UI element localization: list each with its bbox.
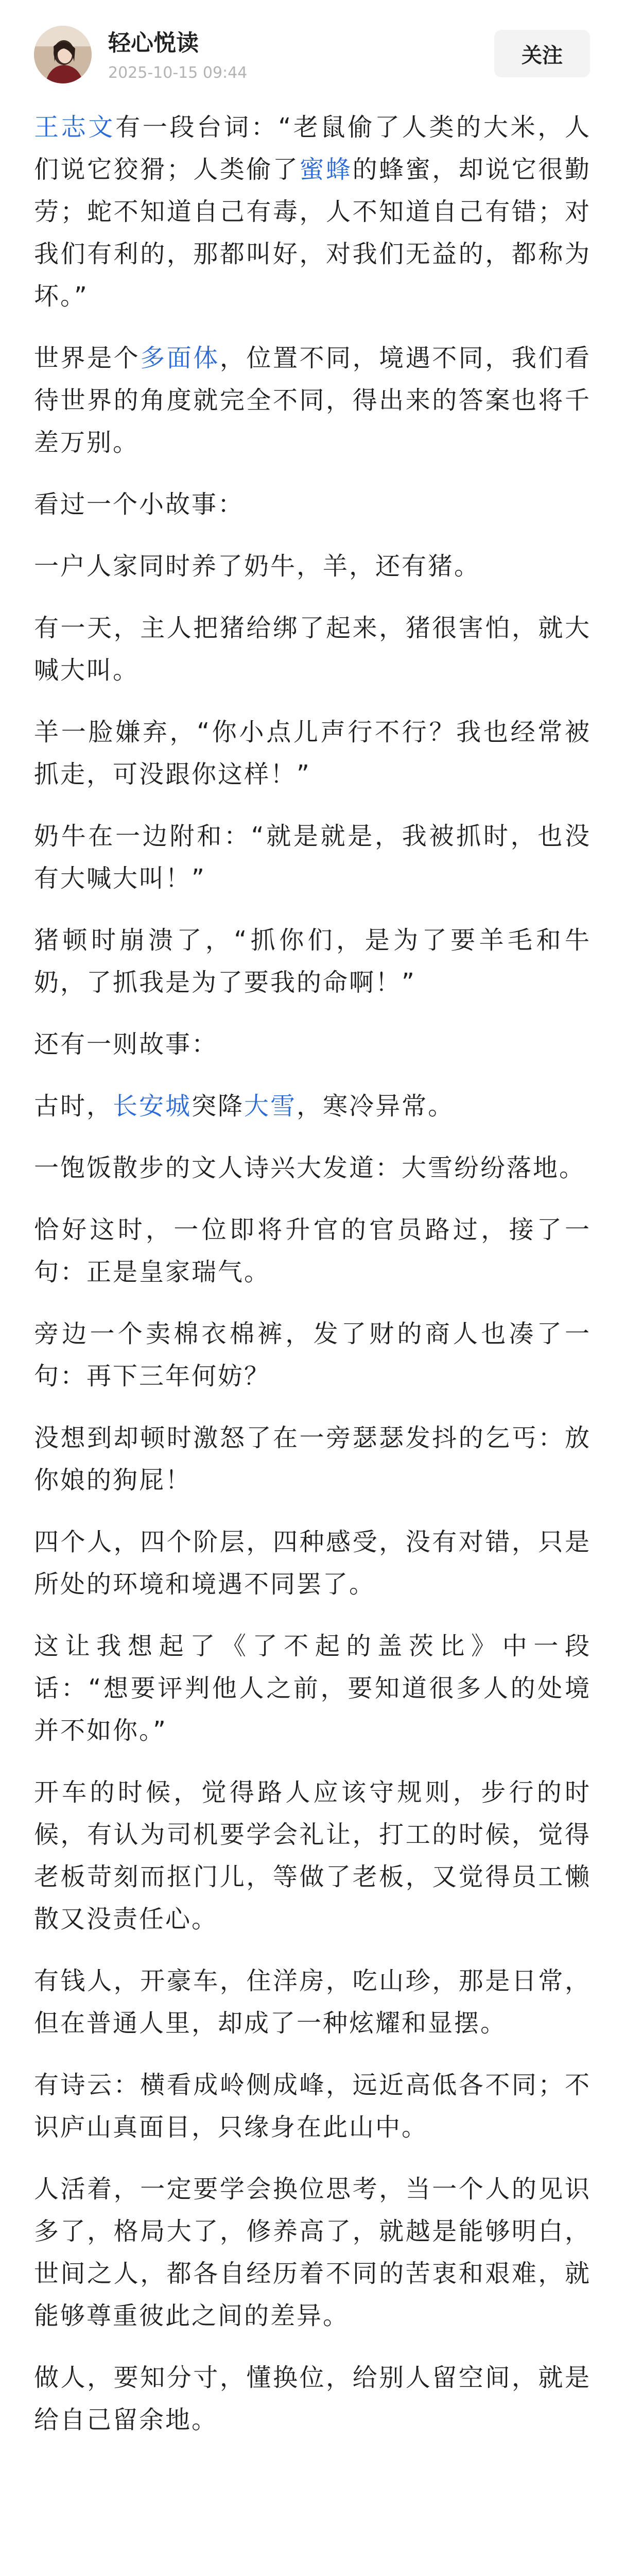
article-paragraph [34, 607, 591, 691]
article-paragraph [34, 1417, 591, 1501]
paragraph-text: 还有一则故事： [34, 1030, 218, 1059]
paragraph-text: 恰好这时，一位即将升官的官员路过，接了一句：正是皇家瑞气。 [34, 1215, 591, 1286]
paragraph-text: 的蜂蜜，却说它很勤劳；蛇不知道自己有毒，人不知道自己有错；对我们有利的，那都叫好，对我们无益的，都称为坏。” [34, 155, 591, 311]
article-paragraph [34, 2357, 591, 2441]
follow-button[interactable]: 关注 [494, 30, 590, 77]
paragraph-text: 世界是个 [34, 344, 141, 372]
paragraph-text: 四个人，四个阶层，四种感受，没有对错，只是所处的环境和境遇不同罢了。 [34, 1528, 591, 1599]
post-timestamp: 2025-10-15 09:44 [108, 64, 248, 82]
article-paragraph [34, 1313, 591, 1397]
paragraph-text: 看过一个小故事： [34, 490, 245, 519]
paragraph-text: 一饱饭散步的文人诗兴大发道：大雪纷纷落地。 [34, 1154, 586, 1182]
paragraph-text: 古时， [34, 1092, 113, 1121]
article-paragraph [34, 106, 591, 317]
author-avatar[interactable] [34, 26, 92, 83]
article-paragraph [34, 1085, 591, 1127]
paragraph-text: ，位置不同，境遇不同，我们看待世界的角度就完全不同，得出来的答案也将千差万别。 [34, 344, 591, 457]
paragraph-text: 一户人家同时养了奶牛，羊，还有猪。 [34, 552, 481, 581]
paragraph-text: 没想到却顿时激怒了在一旁瑟瑟发抖的乞丐：放你娘的狗屁！ [34, 1423, 591, 1495]
paragraph-text: 人活着，一定要学会换位思考，当一个人的见识多了，格局大了，修养高了，就越是能够明白，世间之人，都各自经历着不同的苦衷和艰难，就能够尊重彼此之间的差异。 [34, 2175, 591, 2330]
keyword-link[interactable]: 蜜蜂 [299, 155, 353, 184]
paragraph-text: 奶牛在一边附和：“就是就是，我被抓时，也没有大喊大叫！” [34, 822, 591, 893]
article-paragraph [34, 2168, 591, 2337]
article-paragraph [34, 919, 591, 1004]
paragraph-text: 有一天，主人把猪给绑了起来，猪很害怕，就大喊大叫。 [34, 614, 591, 685]
keyword-link[interactable]: 长安城 [113, 1092, 192, 1121]
article-paragraph [34, 1625, 591, 1752]
paragraph-text: 羊一脸嫌弃，“你小点儿声行不行？我也经常被抓走，可没跟你这样！” [34, 718, 591, 789]
article-paragraph [34, 337, 591, 464]
keyword-link[interactable]: 多面体 [140, 344, 220, 372]
paragraph-text: 有一段台词：“老鼠偷了人类的大米，人们说它狡猾；人类偷了 [34, 113, 591, 184]
article-paragraph [34, 1147, 591, 1189]
paragraph-text: 突降 [192, 1092, 245, 1121]
article-paragraph [34, 1023, 591, 1065]
article-body [34, 106, 591, 2461]
paragraph-text: 有诗云：横看成岭侧成峰，远近高低各不同；不识庐山真面目，只缘身在此山中。 [34, 2071, 591, 2142]
paragraph-text: 猪顿时崩溃了，“抓你们，是为了要羊毛和牛奶，了抓我是为了要我的命啊！” [34, 926, 591, 997]
paragraph-text: 有钱人，开豪车，住洋房，吃山珍，那是日常，但在普通人里，却成了一种炫耀和显摆。 [34, 1967, 591, 2038]
article-paragraph [34, 1960, 591, 2044]
article-paragraph [34, 483, 591, 526]
keyword-link[interactable]: 王志文 [34, 113, 116, 142]
article-paragraph [34, 545, 591, 587]
paragraph-text: 这让我想起了《了不起的盖茨比》中一段话：“想要评判他人之前，要知道很多人的处境并不如你。” [34, 1632, 591, 1745]
article-paragraph [34, 1209, 591, 1293]
article-paragraph [34, 1521, 591, 1605]
post-header [0, 0, 625, 103]
article-paragraph [34, 1771, 591, 1940]
author-name[interactable]: 轻心悦读 [108, 30, 199, 56]
paragraph-text: 做人，要知分寸，懂换位，给别人留空间，就是给自己留余地。 [34, 2363, 591, 2434]
paragraph-text: 开车的时候，觉得路人应该守规则，步行的时候，有认为司机要学会礼让，打工的时候，觉得老板苛刻而抠门儿，等做了老板，又觉得员工懒散又没责任心。 [34, 1778, 591, 1934]
article-paragraph [34, 815, 591, 900]
article-paragraph [34, 2064, 591, 2148]
paragraph-text: ，寒冷异常。 [297, 1092, 455, 1121]
keyword-link[interactable]: 大雪 [244, 1092, 297, 1121]
article-paragraph [34, 711, 591, 795]
paragraph-text: 旁边一个卖棉衣棉裤，发了财的商人也凑了一句：再下三年何妨？ [34, 1319, 591, 1391]
